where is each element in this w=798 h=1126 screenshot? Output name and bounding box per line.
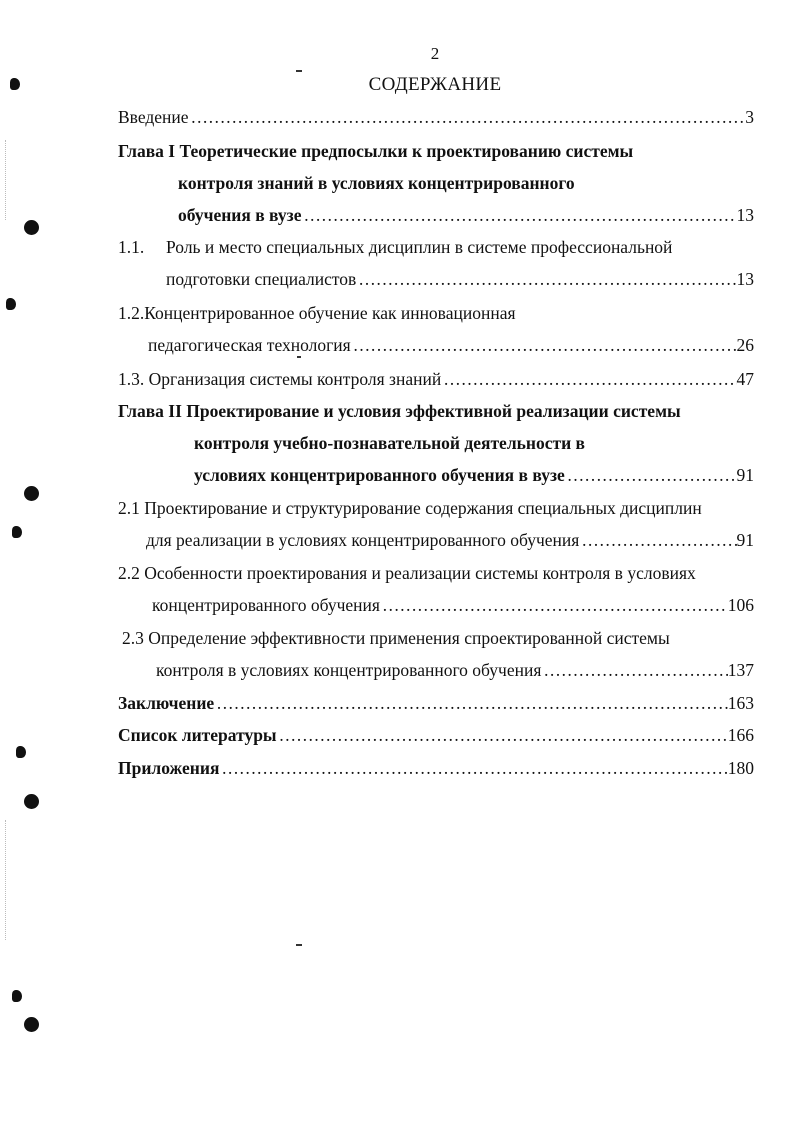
toc-entry-section-1-2[interactable] <box>148 334 754 356</box>
toc-page-number: 166 <box>727 725 754 745</box>
toc-section-2-2-line-1: 2.2 Особенности проектирования и реализации системы контроля в условиях <box>118 563 696 583</box>
binder-hole <box>24 220 39 235</box>
leader-dots <box>277 724 728 746</box>
binder-hole <box>24 794 39 809</box>
scan-mark <box>16 746 26 758</box>
leader-dots <box>214 692 728 714</box>
leader-dots <box>441 368 736 390</box>
leader-dots <box>380 594 728 616</box>
binder-hole <box>24 486 39 501</box>
toc-page-number: 91 <box>736 530 754 550</box>
toc-entry-section-2-1[interactable] <box>146 529 754 551</box>
toc-page-number: 91 <box>736 465 754 485</box>
toc-entry-chapter-2[interactable] <box>194 464 754 486</box>
toc-section-1-1-number: 1.1. <box>118 237 145 257</box>
scan-speck <box>296 944 302 946</box>
leader-dots <box>189 106 746 128</box>
toc-entry-text: Заключение <box>118 693 215 713</box>
leader-dots <box>219 757 727 779</box>
scan-edge-specks <box>5 820 8 940</box>
toc-entry-text: обучения в вузе <box>178 205 302 225</box>
toc-entry-text: подготовки специалистов <box>166 269 357 289</box>
toc-page-number: 137 <box>727 660 754 680</box>
toc-page-number: 3 <box>745 107 754 127</box>
toc-chapter-2-line-1: Глава II Проектирование и условия эффективной реализации системы <box>118 401 681 421</box>
toc-entry-section-1-3[interactable] <box>118 368 754 390</box>
toc-entry-text: концентрированного обучения <box>152 595 380 615</box>
toc-entry-section-2-2[interactable] <box>152 594 754 616</box>
toc-entry-chapter-1[interactable] <box>178 204 754 226</box>
scan-edge-specks <box>5 140 8 220</box>
toc-chapter-1-line-2: контроля знаний в условиях концентрированного <box>178 173 575 193</box>
leader-dots <box>541 659 727 681</box>
toc-chapter-2-line-2: контроля учебно-познавательной деятельности в <box>194 433 586 453</box>
toc-entry-intro[interactable] <box>118 106 754 128</box>
toc-entry-references[interactable] <box>118 724 754 746</box>
toc-page-number: 47 <box>736 369 754 389</box>
toc-entry-text: контроля в условиях концентрированного обучения <box>156 660 542 680</box>
toc-entry-text: условиях концентрированного обучения в вузе <box>194 465 565 485</box>
leader-dots <box>301 204 736 226</box>
leader-dots <box>356 268 736 290</box>
scan-mark <box>6 298 16 310</box>
toc-section-2-1-line-1: 2.1 Проектирование и структурирование содержания специальных дисциплин <box>118 498 702 518</box>
toc-section-1-1-line-1: Роль и место специальных дисциплин в системе профессиональной <box>166 237 673 257</box>
toc-entry-appendices[interactable] <box>118 757 754 779</box>
toc-page-number: 163 <box>727 693 754 713</box>
toc-entry-text: Приложения <box>118 758 220 778</box>
toc-entry-section-2-3[interactable] <box>156 659 754 681</box>
toc-entry-conclusion[interactable] <box>118 692 754 714</box>
binder-hole <box>24 1017 39 1032</box>
toc-page-number: 13 <box>736 205 754 225</box>
scan-speck <box>297 356 301 358</box>
scan-speck <box>296 70 302 72</box>
toc-page-number: 26 <box>736 335 754 355</box>
toc-section-2-3-line-1: 2.3 Определение эффективности применения спроектированной системы <box>122 628 670 648</box>
toc-entry-text: педагогическая технология <box>148 335 351 355</box>
page-number: 2 <box>430 44 440 63</box>
toc-chapter-1-line-1: Глава I Теоретические предпосылки к проектированию системы <box>118 141 634 161</box>
leader-dots <box>351 334 737 356</box>
page-title: СОДЕРЖАНИЕ <box>368 74 502 95</box>
toc-entry-section-1-1[interactable] <box>166 268 754 290</box>
leader-dots <box>565 464 737 486</box>
leader-dots <box>579 529 736 551</box>
toc-page-number: 106 <box>727 595 754 615</box>
toc-section-1-2-line-1: 1.2.Концентрированное обучение как инновационная <box>118 303 516 323</box>
scan-mark <box>12 526 22 538</box>
toc-entry-text: для реализации в условиях концентрированного обучения <box>146 530 580 550</box>
toc-entry-text: Список литературы <box>118 725 277 745</box>
scan-mark <box>10 78 20 90</box>
toc-page-number: 180 <box>727 758 754 778</box>
scan-mark <box>12 990 22 1002</box>
toc-entry-text: Введение <box>118 107 189 127</box>
toc-entry-text: 1.3. Организация системы контроля знаний <box>118 369 442 389</box>
toc-page-number: 13 <box>736 269 754 289</box>
